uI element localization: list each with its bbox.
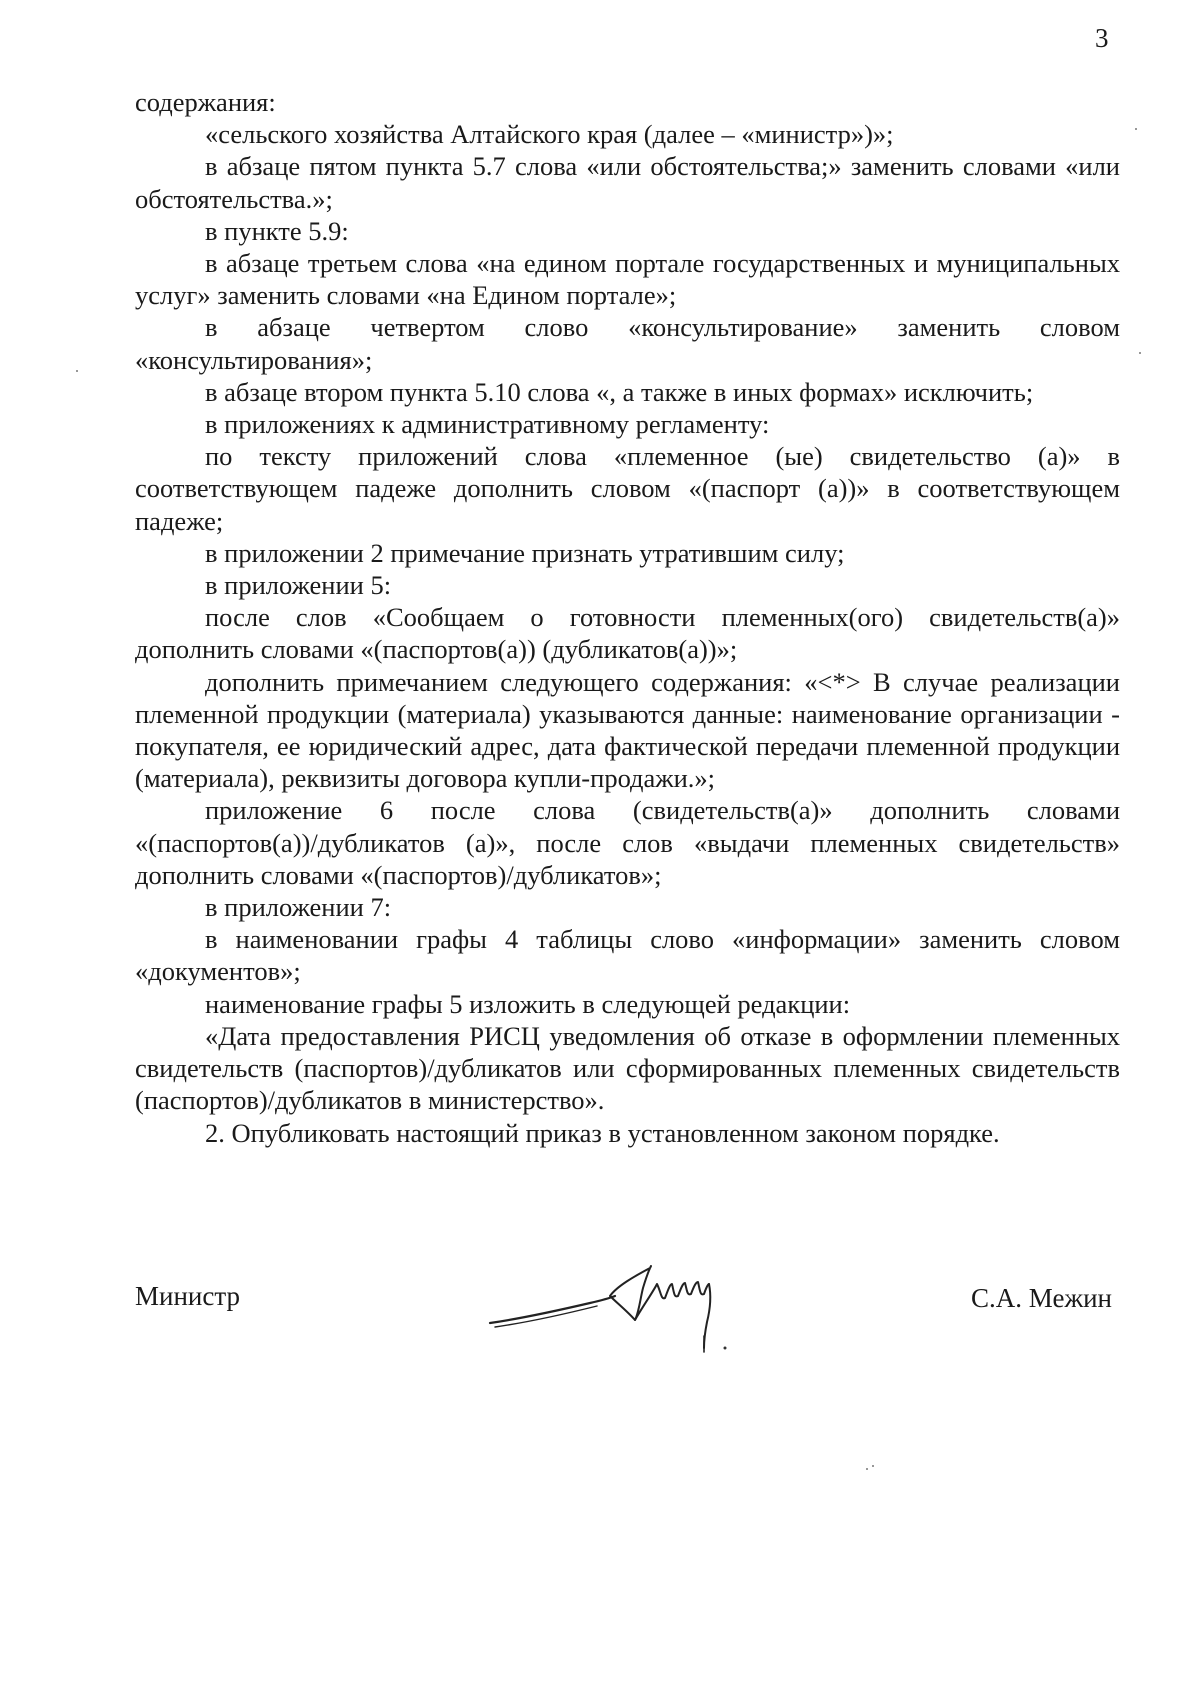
paragraph: 2. Опубликовать настоящий приказ в установленном законом порядке.: [205, 1117, 1000, 1148]
signatory-name: С.А. Межин: [971, 1283, 1112, 1313]
signatory-title: Министр: [135, 1281, 240, 1311]
paragraph: в абзаце третьем слова «на едином портале государственных и муниципальных услуг» заменить словами «на Едином портале»;: [135, 248, 1120, 311]
paragraph: по тексту приложений слова «племенное (ые) свидетельство (а)» в соответствующем падеже дополнить словом «(паспорт (а))» в соответствующем падеже;: [135, 441, 1120, 536]
paragraph: после слов «Сообщаем о готовности племенных(ого) свидетельств(а)» дополнить словами «(паспортов(а)) (дубликатов(а))»;: [135, 602, 1120, 665]
signature-block: [135, 1280, 1120, 1380]
paragraph: в абзаце четвертом слово «консультирование» заменить словом «консультирования»;: [135, 312, 1120, 375]
paragraph: в наименовании графы 4 таблицы слово «информации» заменить словом «документов»;: [135, 924, 1120, 987]
handwritten-signature: [485, 1248, 755, 1368]
paragraph: «сельского хозяйства Алтайского края (далее – «министр»)»;: [205, 119, 894, 150]
page-number: 3: [1095, 23, 1109, 53]
paragraph: в абзаце втором пункта 5.10 слова «, а также в иных формах» исключить;: [205, 376, 1034, 407]
scan-speck: [1135, 128, 1137, 130]
paragraph: в абзаце пятом пункта 5.7 слова «или обстоятельства;» заменить словами «или обстоятельства.»;: [135, 151, 1120, 214]
paragraph: наименование графы 5 изложить в следующей редакции:: [205, 988, 851, 1019]
scan-speck: [1139, 352, 1141, 354]
scan-speck: [872, 1465, 874, 1467]
paragraph: содержания:: [135, 87, 276, 117]
paragraph: в приложении 2 примечание признать утратившим силу;: [205, 537, 845, 568]
scan-speck: [866, 1468, 868, 1470]
paragraph: приложение 6 после слова (свидетельств(а)» дополнить словами «(паспортов(а))/дубликатов (а)», после слов «выдачи племенных свидетельств» дополнить словами «(паспортов)/дубликатов»;: [135, 795, 1120, 890]
paragraph: в пункте 5.9:: [205, 215, 349, 246]
paragraph: «Дата предоставления РИСЦ уведомления об отказе в оформлении племенных свидетельств (паспортов)/дубликатов или сформированных племенных свидетельств (паспортов)/дубликатов в министерство».: [135, 1020, 1120, 1116]
document-body: [135, 86, 1120, 1149]
paragraph: дополнить примечанием следующего содержания: «<*> В случае реализации племенной продукции (материала) указываются данные: наименование организации - покупателя, ее юридический адрес, дата фактической передачи племенной продукции (материала), реквизиты договора купли-продажи.»;: [135, 666, 1120, 794]
scan-speck: [76, 370, 78, 372]
paragraph: в приложении 5:: [205, 570, 392, 601]
paragraph: в приложениях к административному регламенту:: [205, 409, 770, 440]
paragraph: в приложении 7:: [205, 892, 392, 923]
